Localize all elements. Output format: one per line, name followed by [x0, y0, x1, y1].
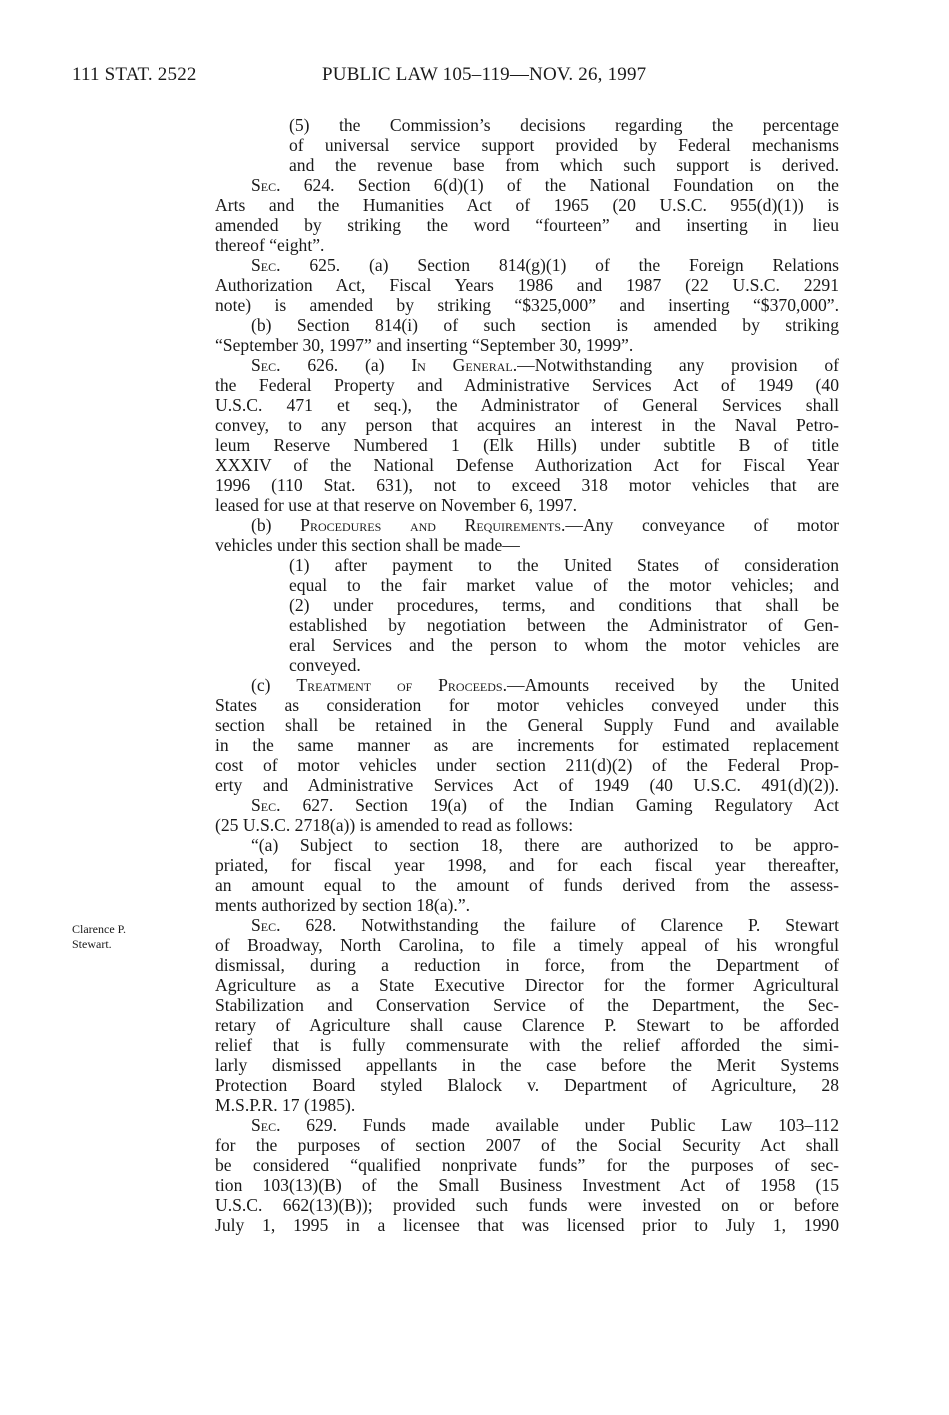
line-text: tion 103(13)(B) of the Small Business Investment Act of 1958 (15	[215, 1175, 839, 1195]
text-line	[215, 515, 839, 535]
text-line	[215, 175, 839, 195]
text-line	[215, 975, 839, 995]
text-line	[215, 835, 839, 855]
line-text: conveyed.	[289, 655, 361, 675]
text-line	[215, 1095, 839, 1115]
line-text: eral Services and the person to whom the motor vehicles are	[289, 635, 839, 655]
line-text: 625. (a) Section 814(g)(1) of the Foreign Relations	[280, 255, 839, 275]
line-text: relief that is fully commensurate with the relief afforded the simi-	[215, 1035, 839, 1055]
line-text: 624. Section 6(d)(1) of the National Foundation on the	[280, 175, 839, 195]
line-text: and the revenue base from which such support is derived.	[289, 155, 839, 175]
text-line	[215, 535, 839, 555]
text-line	[215, 735, 839, 755]
line-text: (b) Section 814(i) of such section is amended by striking	[251, 315, 839, 335]
text-line	[215, 315, 839, 335]
margin-note-line: Clarence P.	[72, 922, 126, 936]
line-text: States as consideration for motor vehicles conveyed under this	[215, 695, 839, 715]
text-line	[215, 1055, 839, 1075]
line-text: “(a) Subject to section 18, there are authorized to be appro-	[251, 835, 839, 855]
line-text: of Broadway, North Carolina, to file a timely appeal of his wrongful	[215, 935, 839, 955]
text-line	[215, 955, 839, 975]
line-text: thereof “eight”.	[215, 235, 325, 255]
line-text: an amount equal to the amount of funds derived from the assess-	[215, 875, 839, 895]
line-text: .—Any conveyance of motor	[561, 515, 839, 535]
line-text: XXXIV of the National Defense Authorization Act for Fiscal Year	[215, 455, 839, 475]
line-text: July 1, 1995 in a licensee that was licensed prior to July 1, 1990	[215, 1215, 839, 1235]
line-text: priated, for fiscal year 1998, and for each fiscal year thereafter,	[215, 855, 839, 875]
statute-body	[215, 115, 839, 1235]
text-line	[215, 615, 839, 635]
text-line	[215, 1135, 839, 1155]
text-line	[215, 475, 839, 495]
line-text: dismissal, during a reduction in force, from the Department of	[215, 955, 839, 975]
line-text: ments authorized by section 18(a).”.	[215, 895, 471, 915]
line-text: larly dismissed appellants in the case before the Merit Systems	[215, 1055, 839, 1075]
text-line	[215, 1175, 839, 1195]
line-text: leum Reserve Numbered 1 (Elk Hills) under subtitle B of title	[215, 435, 839, 455]
text-line	[215, 555, 839, 575]
margin-note	[72, 922, 126, 952]
line-text: Agriculture as a State Executive Director for the former Agricultural	[215, 975, 839, 995]
line-text: (b)	[251, 515, 301, 535]
text-line	[215, 295, 839, 315]
text-line	[215, 435, 839, 455]
text-line	[215, 575, 839, 595]
text-line	[215, 455, 839, 475]
line-text: (c)	[251, 675, 297, 695]
line-text: section shall be retained in the General Supply Fund and available	[215, 715, 839, 735]
text-line	[215, 655, 839, 675]
text-line	[215, 1075, 839, 1095]
text-line	[215, 1195, 839, 1215]
text-line	[215, 995, 839, 1015]
running-header: PUBLIC LAW 105–119—NOV. 26, 1997	[322, 64, 647, 85]
text-line	[215, 415, 839, 435]
line-text: for the purposes of section 2007 of the Social Security Act shall	[215, 1135, 839, 1155]
text-line	[215, 1035, 839, 1055]
line-text: be considered “qualified nonprivate funds” for the purposes of sec-	[215, 1155, 839, 1175]
text-line	[215, 1115, 839, 1135]
line-text: (1) after payment to the United States of consideration	[289, 555, 839, 575]
line-text: in the same manner as are increments for estimated replacement	[215, 735, 839, 755]
line-text: .—Notwithstanding any provision of	[512, 355, 839, 375]
page-reference: 111 STAT. 2522	[72, 64, 197, 85]
text-line	[215, 1155, 839, 1175]
text-line	[215, 595, 839, 615]
line-text: established by negotiation between the Administrator of Gen-	[289, 615, 839, 635]
line-text: vehicles under this section shall be made—	[215, 535, 520, 555]
text-line	[215, 755, 839, 775]
small-caps-heading: Sec.	[251, 255, 281, 275]
line-text: (2) under procedures, terms, and conditions that shall be	[289, 595, 839, 615]
text-line	[215, 335, 839, 355]
text-line	[215, 855, 839, 875]
line-text: leased for use at that reserve on November 6, 1997.	[215, 495, 578, 515]
text-line	[215, 675, 839, 695]
line-text: 628. Notwithstanding the failure of Clarence P. Stewart	[280, 915, 839, 935]
line-text: equal to the fair market value of the motor vehicles; and	[289, 575, 839, 595]
line-text: 629. Funds made available under Public Law 103–112	[280, 1115, 839, 1135]
line-text: of universal service support provided by Federal mechanisms	[289, 135, 839, 155]
line-text: 626. (a)	[280, 355, 412, 375]
small-caps-heading: Sec.	[251, 355, 281, 375]
small-caps-heading: In General	[411, 355, 513, 375]
line-text: 627. Section 19(a) of the Indian Gaming Regulatory Act	[280, 795, 839, 815]
line-text: retary of Agriculture shall cause Clarence P. Stewart to be afforded	[215, 1015, 839, 1035]
text-line	[215, 375, 839, 395]
text-line	[215, 795, 839, 815]
text-line	[215, 935, 839, 955]
text-line	[215, 255, 839, 275]
line-text: Arts and the Humanities Act of 1965 (20 U.S.C. 955(d)(1)) is	[215, 195, 839, 215]
text-line	[215, 815, 839, 835]
text-line	[215, 915, 839, 935]
text-line	[215, 635, 839, 655]
text-line	[215, 115, 839, 135]
line-text: cost of motor vehicles under section 211(d)(2) of the Federal Prop-	[215, 755, 839, 775]
text-line	[215, 1215, 839, 1235]
line-text: (5) the Commission’s decisions regarding the percentage	[289, 115, 839, 135]
text-line	[215, 695, 839, 715]
small-caps-heading: Sec.	[251, 175, 281, 195]
text-line	[215, 875, 839, 895]
line-text: Protection Board styled Blalock v. Department of Agriculture, 28	[215, 1075, 839, 1095]
margin-note-line: Stewart.	[72, 937, 112, 951]
text-line	[215, 275, 839, 295]
line-text: amended by striking the word “fourteen” and inserting in lieu	[215, 215, 839, 235]
line-text: Authorization Act, Fiscal Years 1986 and 1987 (22 U.S.C. 2291	[215, 275, 839, 295]
line-text: the Federal Property and Administrative Services Act of 1949 (40	[215, 375, 839, 395]
text-line	[215, 235, 839, 255]
text-line	[215, 155, 839, 175]
text-line	[215, 895, 839, 915]
small-caps-heading: Sec.	[251, 915, 281, 935]
text-line	[215, 395, 839, 415]
line-text: note) is amended by striking “$325,000” and inserting “$370,000”.	[215, 295, 839, 315]
text-line	[215, 135, 839, 155]
small-caps-heading: Sec.	[251, 1115, 281, 1135]
line-text: U.S.C. 662(13)(B)); provided such funds were invested on or before	[215, 1195, 839, 1215]
text-line	[215, 195, 839, 215]
line-text: erty and Administrative Services Act of 1949 (40 U.S.C. 491(d)(2)).	[215, 775, 839, 795]
text-line	[215, 495, 839, 515]
text-line	[215, 775, 839, 795]
text-line	[215, 1015, 839, 1035]
line-text: .—Amounts received by the United	[502, 675, 839, 695]
small-caps-heading: Sec.	[251, 795, 281, 815]
text-line	[215, 355, 839, 375]
line-text: “September 30, 1997” and inserting “September 30, 1999”.	[215, 335, 634, 355]
line-text: 1996 (110 Stat. 631), not to exceed 318 motor vehicles that are	[215, 475, 839, 495]
line-text: U.S.C. 471 et seq.), the Administrator of General Services shall	[215, 395, 839, 415]
line-text: M.S.P.R. 17 (1985).	[215, 1095, 356, 1115]
text-line	[215, 715, 839, 735]
line-text: convey, to any person that acquires an interest in the Naval Petro-	[215, 415, 839, 435]
text-line	[215, 215, 839, 235]
small-caps-heading: Treatment of Proceeds	[296, 675, 503, 695]
line-text: (25 U.S.C. 2718(a)) is amended to read as follows:	[215, 815, 574, 835]
line-text: Stabilization and Conservation Service of the Department, the Sec-	[215, 995, 839, 1015]
small-caps-heading: Procedures and Requirements	[300, 515, 562, 535]
